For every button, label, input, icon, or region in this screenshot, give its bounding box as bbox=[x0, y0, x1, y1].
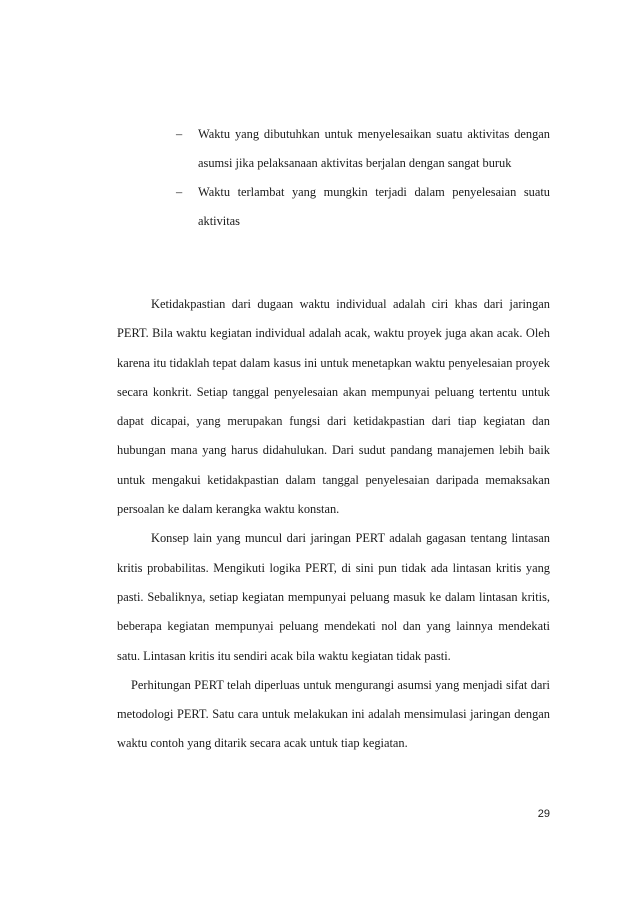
dash-icon: – bbox=[176, 127, 183, 141]
paragraph-simulation: Perhitungan PERT telah diperluas untuk mengurangi asumsi yang menjadi sifat dari metodologi PERT. Satu cara untuk melakukan ini adalah mensimulasi jaringan dengan waktu contoh yang ditarik secara acak untuk tiap kegiatan. bbox=[117, 677, 550, 751]
bullet-text-2: Waktu terlambat yang mungkin terjadi dalam penyelesaian suatu aktivitas bbox=[198, 185, 550, 228]
bullet-item-1 bbox=[176, 120, 550, 178]
bullet-list bbox=[176, 120, 550, 236]
bullet-text-1: Waktu yang dibutuhkan untuk menyelesaikan suatu aktivitas dengan asumsi jika pelaksanaan aktivitas berjalan dengan sangat buruk bbox=[198, 127, 550, 170]
bullet-item-2 bbox=[176, 178, 550, 236]
dash-icon: – bbox=[176, 185, 183, 199]
body-text bbox=[117, 290, 550, 759]
page-number: 29 bbox=[537, 808, 550, 820]
paragraph-uncertainty: Ketidakpastian dari dugaan waktu individual adalah ciri khas dari jaringan PERT. Bila waktu kegiatan individual adalah acak, waktu proyek juga akan acak. Oleh karena itu tidaklah tepat dalam kasus ini untuk menetapkan waktu penyelesaian proyek secara konkrit. Setiap tanggal penyelesaian akan mempunyai peluang tertentu untuk dapat dicapai, yang merupakan fungsi dari ketidakpastian dari tiap kegiatan dan hubungan mana yang harus didahulukan. Dari sudut pandang manajemen lebih baik untuk mengakui ketidakpastian dalam tanggal penyelesaian daripada memaksakan persoalan ke dalam kerangka waktu konstan. bbox=[117, 297, 550, 517]
paragraph-critical-path: Konsep lain yang muncul dari jaringan PERT adalah gagasan tentang lintasan kritis probabilitas. Mengikuti logika PERT, di sini pun tidak ada lintasan kritis yang pasti. Sebaliknya, setiap kegiatan mempunyai peluang masuk ke dalam lintasan kritis, beberapa kegiatan mempunyai peluang mendekati nol dan yang lainnya mendekati satu. Lintasan kritis itu sendiri acak bila waktu kegiatan tidak pasti. bbox=[117, 531, 550, 663]
